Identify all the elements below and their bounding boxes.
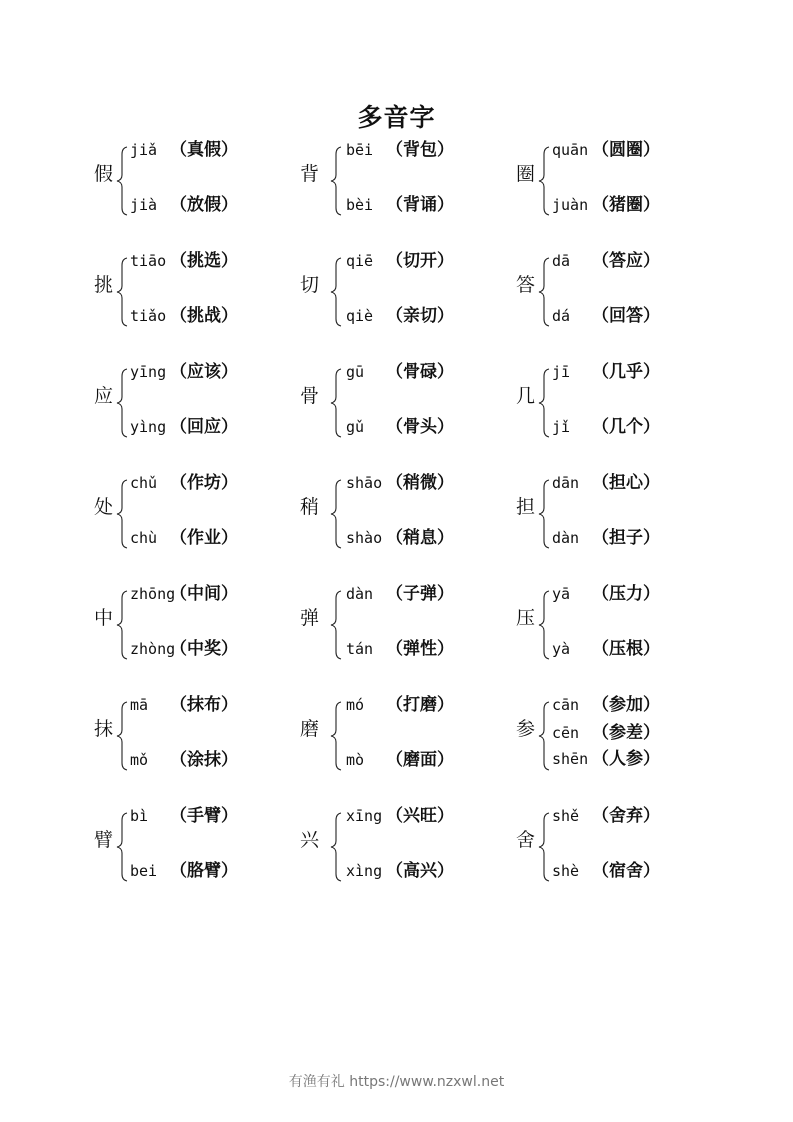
- reading-row: [552, 251, 712, 271]
- pinyin-text: yā: [552, 585, 571, 603]
- polyphone-entry: [300, 695, 490, 775]
- example-word: （中间）: [170, 584, 238, 604]
- example-word: （胳臂）: [170, 861, 238, 881]
- example-word: （回答）: [592, 306, 660, 326]
- polyphone-character: 答: [516, 274, 536, 296]
- curly-brace-icon: [116, 479, 130, 549]
- example-word: （圆圈）: [592, 140, 660, 160]
- example-word: （应该）: [170, 362, 238, 382]
- reading-row: [130, 528, 290, 548]
- pinyin-text: mǒ: [130, 751, 149, 769]
- pinyin-text: mā: [130, 696, 149, 714]
- pinyin-text: yīng: [130, 363, 167, 381]
- reading-row: [130, 750, 290, 770]
- polyphone-entry: [516, 806, 706, 886]
- pinyin-text: jǐ: [552, 418, 571, 436]
- pinyin-text: chǔ: [130, 474, 158, 492]
- curly-brace-icon: [116, 146, 130, 216]
- polyphone-entry: [94, 584, 284, 664]
- pinyin-text: xīng: [346, 807, 383, 825]
- polyphone-character: 弹: [300, 607, 320, 629]
- pinyin-text: qiè: [346, 307, 374, 325]
- reading-row: [552, 528, 712, 548]
- polyphone-entry: [516, 473, 706, 553]
- curly-brace-icon: [330, 479, 344, 549]
- pinyin-text: shè: [552, 862, 580, 880]
- curly-brace-icon: [116, 701, 130, 771]
- reading-row: [130, 639, 290, 659]
- polyphone-entry: [516, 251, 706, 331]
- example-word: （挑战）: [170, 306, 238, 326]
- reading-row: [552, 639, 712, 659]
- example-word: （回应）: [170, 417, 238, 437]
- example-word: （骨头）: [386, 417, 454, 437]
- reading-row: [346, 584, 506, 604]
- curly-brace-icon: [538, 812, 552, 882]
- polyphone-entry: [94, 251, 284, 331]
- reading-row: [346, 861, 506, 881]
- example-word: （压力）: [592, 584, 660, 604]
- pinyin-text: jiǎ: [130, 141, 158, 159]
- reading-row: [130, 140, 290, 160]
- pinyin-text: tiāo: [130, 252, 167, 270]
- reading-row: [346, 639, 506, 659]
- pinyin-text: dàn: [552, 529, 580, 547]
- polyphone-entry: [94, 695, 284, 775]
- reading-row: [552, 362, 712, 382]
- reading-row: [346, 473, 506, 493]
- pinyin-text: jià: [130, 196, 158, 214]
- example-word: （切开）: [386, 251, 454, 271]
- pinyin-text: mò: [346, 751, 365, 769]
- reading-row: [552, 723, 712, 743]
- reading-row: [346, 528, 506, 548]
- example-word: （背包）: [386, 140, 454, 160]
- polyphone-character: 压: [516, 607, 536, 629]
- pinyin-text: bei: [130, 862, 158, 880]
- example-word: （挑选）: [170, 251, 238, 271]
- pinyin-text: gǔ: [346, 418, 365, 436]
- curly-brace-icon: [538, 368, 552, 438]
- polyphone-entry: [516, 584, 706, 664]
- example-word: （放假）: [170, 195, 238, 215]
- pinyin-text: bì: [130, 807, 149, 825]
- example-word: （亲切）: [386, 306, 454, 326]
- polyphone-entry: [300, 140, 490, 220]
- curly-brace-icon: [538, 590, 552, 660]
- reading-row: [552, 306, 712, 326]
- example-word: （稍息）: [386, 528, 454, 548]
- polyphone-character: 背: [300, 163, 320, 185]
- pinyin-text: qiē: [346, 252, 374, 270]
- example-word: （几乎）: [592, 362, 660, 382]
- pinyin-text: zhōng: [130, 585, 176, 603]
- pinyin-text: cēn: [552, 724, 580, 742]
- curly-brace-icon: [330, 701, 344, 771]
- reading-row: [552, 861, 712, 881]
- polyphone-character: 稍: [300, 496, 320, 518]
- reading-row: [130, 861, 290, 881]
- pinyin-text: yìng: [130, 418, 167, 436]
- pinyin-text: mó: [346, 696, 365, 714]
- reading-row: [552, 695, 712, 715]
- footer-watermark: 有渔有礼 https://www.nzxwl.net: [288, 1074, 505, 1090]
- pinyin-text: juàn: [552, 196, 589, 214]
- polyphone-entry: [94, 362, 284, 442]
- polyphone-entry: [516, 695, 706, 775]
- example-word: （作坊）: [170, 473, 238, 493]
- example-word: （手臂）: [170, 806, 238, 826]
- reading-row: [346, 362, 506, 382]
- pinyin-text: dā: [552, 252, 571, 270]
- polyphone-character: 骨: [300, 385, 320, 407]
- pinyin-text: zhòng: [130, 640, 176, 658]
- reading-row: [552, 417, 712, 437]
- polyphone-character: 中: [94, 607, 114, 629]
- pinyin-text: jī: [552, 363, 571, 381]
- polyphone-character: 臂: [94, 829, 114, 851]
- example-word: （舍弃）: [592, 806, 660, 826]
- pinyin-text: shēn: [552, 750, 589, 768]
- polyphone-character: 几: [516, 385, 536, 407]
- reading-row: [346, 417, 506, 437]
- reading-row: [346, 306, 506, 326]
- pinyin-text: tiǎo: [130, 307, 167, 325]
- example-word: （担心）: [592, 473, 660, 493]
- example-word: （高兴）: [386, 861, 454, 881]
- polyphone-entry: [300, 251, 490, 331]
- polyphone-entry: [516, 140, 706, 220]
- example-word: （几个）: [592, 417, 660, 437]
- example-word: （兴旺）: [386, 806, 454, 826]
- reading-row: [346, 251, 506, 271]
- example-word: （弹性）: [386, 639, 454, 659]
- reading-row: [130, 473, 290, 493]
- polyphone-entry: [94, 806, 284, 886]
- curly-brace-icon: [538, 257, 552, 327]
- curly-brace-icon: [330, 590, 344, 660]
- polyphone-entry: [516, 362, 706, 442]
- reading-row: [552, 140, 712, 160]
- example-word: （参加）: [592, 695, 660, 715]
- polyphone-character: 假: [94, 163, 114, 185]
- example-word: （涂抹）: [170, 750, 238, 770]
- example-word: （背诵）: [386, 195, 454, 215]
- example-word: （骨碌）: [386, 362, 454, 382]
- reading-row: [552, 473, 712, 493]
- polyphone-entry: [300, 473, 490, 553]
- example-word: （人参）: [592, 749, 660, 769]
- example-word: （稍微）: [386, 473, 454, 493]
- polyphone-entry: [300, 362, 490, 442]
- curly-brace-icon: [116, 257, 130, 327]
- example-word: （磨面）: [386, 750, 454, 770]
- example-word: （答应）: [592, 251, 660, 271]
- curly-brace-icon: [116, 812, 130, 882]
- page-title: 多音字: [357, 103, 436, 132]
- polyphone-character: 挑: [94, 274, 114, 296]
- reading-row: [346, 750, 506, 770]
- curly-brace-icon: [538, 701, 552, 771]
- example-word: （中奖）: [170, 639, 238, 659]
- pinyin-text: yà: [552, 640, 571, 658]
- reading-row: [552, 806, 712, 826]
- reading-row: [346, 695, 506, 715]
- reading-row: [130, 417, 290, 437]
- pinyin-text: xìng: [346, 862, 383, 880]
- pinyin-text: gū: [346, 363, 365, 381]
- polyphone-character: 切: [300, 274, 320, 296]
- pinyin-text: chù: [130, 529, 158, 547]
- polyphone-entry: [300, 584, 490, 664]
- pinyin-text: shào: [346, 529, 383, 547]
- polyphone-character: 磨: [300, 718, 320, 740]
- reading-row: [346, 806, 506, 826]
- example-word: （猪圈）: [592, 195, 660, 215]
- reading-row: [130, 195, 290, 215]
- pinyin-text: dàn: [346, 585, 374, 603]
- pinyin-text: dá: [552, 307, 571, 325]
- polyphone-character: 担: [516, 496, 536, 518]
- example-word: （打磨）: [386, 695, 454, 715]
- pinyin-text: quān: [552, 141, 589, 159]
- polyphone-character: 兴: [300, 829, 320, 851]
- reading-row: [130, 695, 290, 715]
- pinyin-text: cān: [552, 696, 580, 714]
- example-word: （宿舍）: [592, 861, 660, 881]
- polyphone-character: 圈: [516, 163, 536, 185]
- reading-row: [130, 306, 290, 326]
- curly-brace-icon: [330, 257, 344, 327]
- pinyin-text: bèi: [346, 196, 374, 214]
- example-word: （压根）: [592, 639, 660, 659]
- pinyin-text: dān: [552, 474, 580, 492]
- reading-row: [130, 251, 290, 271]
- example-word: （抹布）: [170, 695, 238, 715]
- reading-row: [552, 749, 712, 769]
- curly-brace-icon: [116, 368, 130, 438]
- reading-row: [552, 584, 712, 604]
- example-word: （作业）: [170, 528, 238, 548]
- curly-brace-icon: [538, 146, 552, 216]
- example-word: （参差）: [592, 723, 660, 743]
- example-word: （子弹）: [386, 584, 454, 604]
- pinyin-text: tán: [346, 640, 374, 658]
- curly-brace-icon: [330, 812, 344, 882]
- reading-row: [130, 584, 290, 604]
- polyphone-character: 应: [94, 385, 114, 407]
- example-word: （担子）: [592, 528, 660, 548]
- polyphone-entry: [94, 473, 284, 553]
- pinyin-text: shāo: [346, 474, 383, 492]
- polyphone-character: 抹: [94, 718, 114, 740]
- reading-row: [346, 195, 506, 215]
- polyphone-entry: [300, 806, 490, 886]
- reading-row: [552, 195, 712, 215]
- example-word: （真假）: [170, 140, 238, 160]
- curly-brace-icon: [538, 479, 552, 549]
- curly-brace-icon: [330, 146, 344, 216]
- pinyin-text: bēi: [346, 141, 374, 159]
- curly-brace-icon: [116, 590, 130, 660]
- reading-row: [130, 362, 290, 382]
- polyphone-character: 舍: [516, 829, 536, 851]
- polyphone-character: 参: [516, 718, 536, 740]
- polyphone-character: 处: [94, 496, 114, 518]
- pinyin-text: shě: [552, 807, 580, 825]
- polyphone-entry: [94, 140, 284, 220]
- reading-row: [130, 806, 290, 826]
- curly-brace-icon: [330, 368, 344, 438]
- reading-row: [346, 140, 506, 160]
